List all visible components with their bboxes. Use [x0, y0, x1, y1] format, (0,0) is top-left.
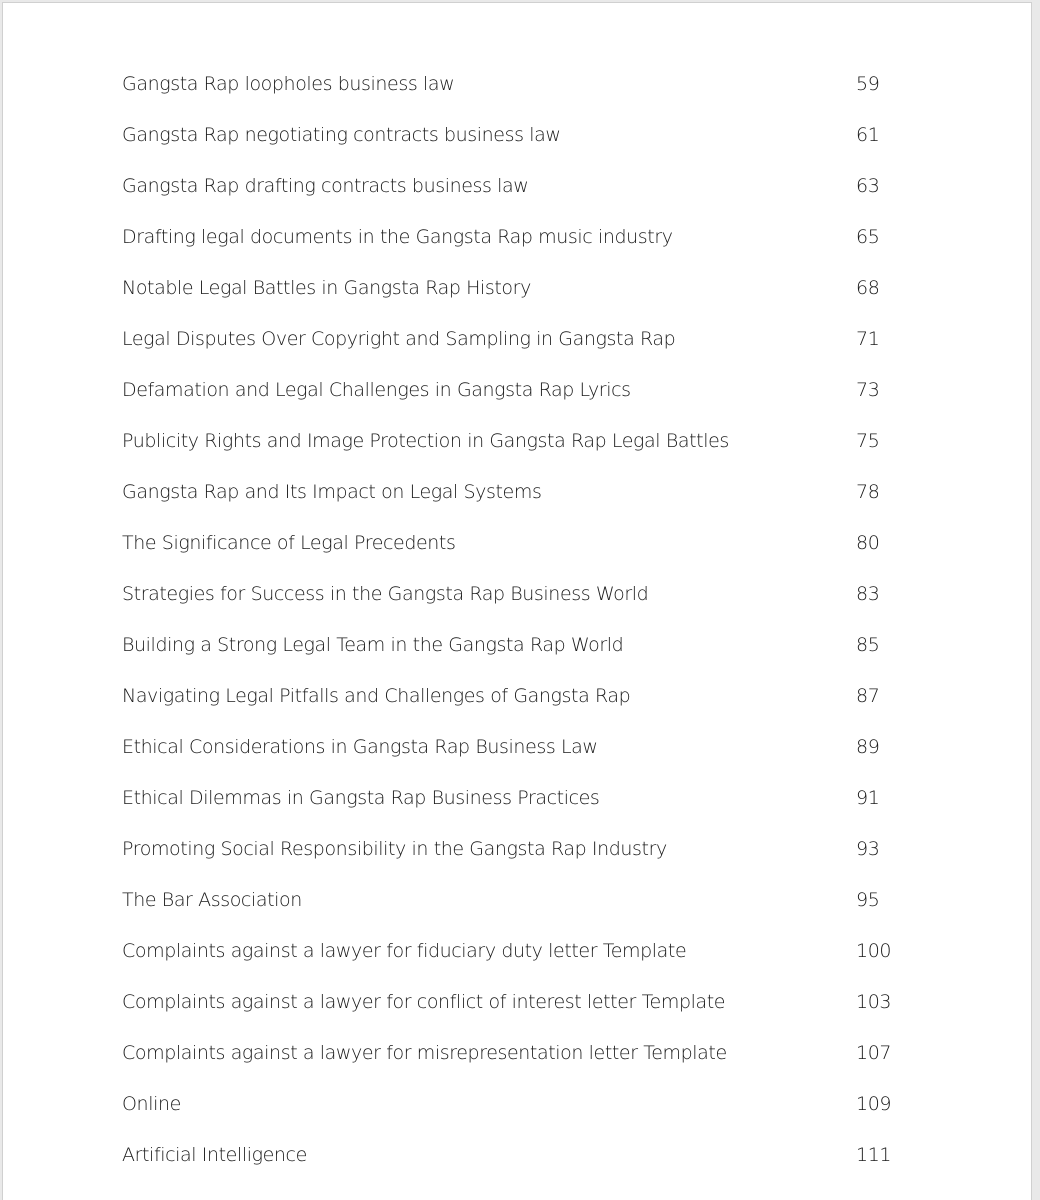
- toc-entry-title: Promoting Social Responsibility in the Gangsta Rap Industry: [122, 838, 667, 860]
- toc-entry: [3, 265, 1033, 316]
- toc-entry-title: Building a Strong Legal Team in the Gangsta Rap World: [122, 634, 624, 656]
- toc-entry: [3, 775, 1033, 826]
- toc-entry-title: Gangsta Rap negotiating contracts business law: [122, 124, 561, 146]
- toc-entry-page-number: 93: [856, 838, 880, 860]
- toc-entry: [3, 214, 1033, 265]
- toc-entry: [3, 520, 1033, 571]
- toc-entry-title: Strategies for Success in the Gangsta Rap Business World: [122, 583, 649, 605]
- toc-entry: [3, 367, 1033, 418]
- table-of-contents: [3, 61, 1033, 1183]
- toc-entry: [3, 1132, 1033, 1183]
- toc-entry-page-number: 59: [856, 73, 880, 95]
- toc-entry: [3, 163, 1033, 214]
- toc-entry-title: Artificial Intelligence: [122, 1144, 307, 1166]
- toc-entry-page-number: 103: [856, 991, 892, 1013]
- toc-entry: [3, 316, 1033, 367]
- toc-entry-page-number: 95: [856, 889, 880, 911]
- toc-entry-title: Gangsta Rap loopholes business law: [122, 73, 455, 95]
- toc-entry: [3, 622, 1033, 673]
- toc-entry: [3, 826, 1033, 877]
- toc-entry-page-number: 85: [856, 634, 880, 656]
- toc-entry-title: The Significance of Legal Precedents: [122, 532, 456, 554]
- toc-entry: [3, 724, 1033, 775]
- toc-entry: [3, 61, 1033, 112]
- toc-entry-title: Legal Disputes Over Copyright and Sampling in Gangsta Rap: [122, 328, 676, 350]
- toc-entry-title: Notable Legal Battles in Gangsta Rap History: [122, 277, 531, 299]
- toc-entry-page-number: 109: [856, 1093, 892, 1115]
- toc-entry-title: Ethical Considerations in Gangsta Rap Business Law: [122, 736, 598, 758]
- toc-entry-title: Complaints against a lawyer for fiduciary duty letter Template: [122, 940, 687, 962]
- toc-entry-page-number: 73: [856, 379, 880, 401]
- toc-entry-page-number: 80: [856, 532, 880, 554]
- toc-entry-title: Defamation and Legal Challenges in Gangsta Rap Lyrics: [122, 379, 631, 401]
- toc-entry-page-number: 111: [856, 1144, 892, 1166]
- toc-entry-title: Online: [122, 1093, 181, 1115]
- toc-entry-page-number: 61: [856, 124, 880, 146]
- toc-entry-page-number: 65: [856, 226, 880, 248]
- toc-entry-page-number: 83: [856, 583, 880, 605]
- toc-entry-title: Complaints against a lawyer for conflict of interest letter Template: [122, 991, 726, 1013]
- toc-entry-title: Gangsta Rap drafting contracts business law: [122, 175, 529, 197]
- toc-entry: [3, 1081, 1033, 1132]
- toc-entry-title: Gangsta Rap and Its Impact on Legal Systems: [122, 481, 542, 503]
- toc-entry-page-number: 63: [856, 175, 880, 197]
- toc-entry-title: Complaints against a lawyer for misrepresentation letter Template: [122, 1042, 727, 1064]
- document-page: [2, 2, 1032, 1200]
- toc-entry-page-number: 75: [856, 430, 880, 452]
- toc-entry-page-number: 78: [856, 481, 880, 503]
- toc-entry: [3, 877, 1033, 928]
- toc-entry-page-number: 107: [856, 1042, 892, 1064]
- toc-entry: [3, 1030, 1033, 1081]
- toc-entry: [3, 112, 1033, 163]
- toc-entry: [3, 928, 1033, 979]
- toc-entry-page-number: 89: [856, 736, 880, 758]
- toc-entry-page-number: 71: [856, 328, 880, 350]
- toc-entry: [3, 673, 1033, 724]
- toc-entry-page-number: 68: [856, 277, 880, 299]
- toc-entry-title: Navigating Legal Pitfalls and Challenges of Gangsta Rap: [122, 685, 631, 707]
- toc-entry-title: Ethical Dilemmas in Gangsta Rap Business Practices: [122, 787, 600, 809]
- toc-entry-page-number: 91: [856, 787, 880, 809]
- toc-entry: [3, 469, 1033, 520]
- toc-entry-title: The Bar Association: [122, 889, 302, 911]
- toc-entry: [3, 571, 1033, 622]
- toc-entry: [3, 418, 1033, 469]
- toc-entry: [3, 979, 1033, 1030]
- toc-entry-page-number: 100: [856, 940, 892, 962]
- toc-entry-page-number: 87: [856, 685, 880, 707]
- toc-entry-title: Publicity Rights and Image Protection in Gangsta Rap Legal Battles: [122, 430, 729, 452]
- toc-entry-title: Drafting legal documents in the Gangsta Rap music industry: [122, 226, 673, 248]
